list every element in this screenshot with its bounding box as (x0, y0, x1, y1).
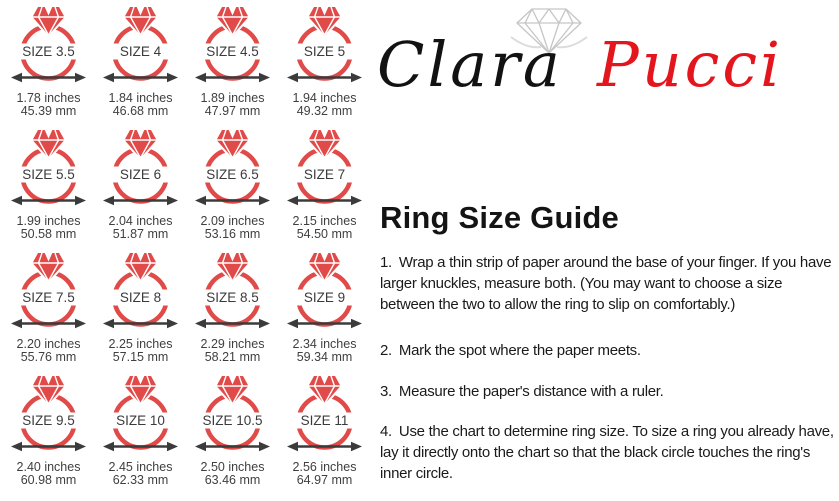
ring-size-label: SIZE 8.5 (206, 290, 259, 305)
ring-size-cell (3, 252, 94, 364)
diameter-arrow-icon (11, 196, 86, 205)
diameter-arrow-icon (287, 196, 362, 205)
mm-value: 51.87 mm (112, 227, 169, 241)
inches-value: 2.45 inches (108, 460, 173, 474)
ring-measurements (17, 92, 81, 118)
inches-value: 1.94 inches (292, 91, 357, 105)
ring-size-cell (279, 129, 370, 241)
ring-icon (3, 375, 94, 457)
ring-icon (279, 129, 370, 211)
ring-size-label: SIZE 4.5 (206, 44, 259, 59)
ring-size-label: SIZE 3.5 (22, 44, 75, 59)
ring-icon (95, 6, 186, 88)
ring-size-cell (279, 252, 370, 364)
step-number: 4. (380, 423, 392, 440)
guide-step-3 (380, 381, 835, 402)
ring-icon (187, 375, 278, 457)
mm-value: 47.97 mm (204, 104, 261, 118)
ring-icon (187, 6, 278, 88)
brand-logo (375, 4, 835, 104)
ring-size-cell (187, 375, 278, 487)
ring-measurements (293, 461, 357, 487)
ring-size-label: SIZE 6 (119, 167, 162, 182)
ring-size-cell (3, 129, 94, 241)
brand-name-first: Clara (377, 28, 563, 101)
inches-value: 2.04 inches (108, 214, 173, 228)
inches-value: 2.25 inches (108, 337, 173, 351)
mm-value: 49.32 mm (296, 104, 353, 118)
inches-value: 1.78 inches (16, 91, 81, 105)
mm-value: 59.34 mm (296, 350, 353, 364)
ring-icon (279, 375, 370, 457)
ring-size-cell (95, 375, 186, 487)
ring-icon (187, 129, 278, 211)
diameter-arrow-icon (103, 442, 178, 451)
guide-step-4 (380, 421, 835, 484)
diameter-arrow-icon (195, 319, 270, 328)
mm-value: 50.58 mm (20, 227, 77, 241)
ring-measurements (17, 215, 81, 241)
step-number: 3. (380, 383, 392, 400)
ring-measurements (17, 338, 81, 364)
ring-icon (3, 6, 94, 88)
ring-size-label: SIZE 8 (119, 290, 162, 305)
guide-title: Ring Size Guide (380, 200, 619, 235)
ring-size-label: SIZE 11 (300, 413, 349, 428)
inches-value: 2.34 inches (292, 337, 357, 351)
inches-value: 1.89 inches (200, 91, 265, 105)
mm-value: 46.68 mm (112, 104, 169, 118)
mm-value: 55.76 mm (20, 350, 77, 364)
ring-size-cell (3, 375, 94, 487)
ring-size-cell (187, 129, 278, 241)
diameter-arrow-icon (287, 73, 362, 82)
step-text: Measure the paper's distance with a ruler. (398, 383, 664, 400)
inches-value: 2.40 inches (16, 460, 81, 474)
inches-value: 2.50 inches (200, 460, 265, 474)
ring-icon (95, 375, 186, 457)
step-text: Wrap a thin strip of paper around the base of your finger. If you have larger knuckles, measure both. (You may want to choose a size between the two to allow the ring to slip on comfortably.) (380, 254, 832, 313)
diameter-arrow-icon (195, 442, 270, 451)
ring-grid (3, 6, 370, 487)
ring-size-cell (95, 252, 186, 364)
mm-value: 54.50 mm (296, 227, 353, 241)
ring-size-label: SIZE 7.5 (22, 290, 75, 305)
ring-icon (3, 252, 94, 334)
ring-icon (95, 129, 186, 211)
ring-measurements (109, 215, 173, 241)
guide-step-1 (380, 252, 835, 315)
ring-measurements (293, 92, 357, 118)
mm-value: 45.39 mm (20, 104, 77, 118)
ring-size-cell (3, 6, 94, 118)
diameter-arrow-icon (287, 442, 362, 451)
ring-measurements (201, 215, 265, 241)
ring-size-cell (279, 6, 370, 118)
mm-value: 62.33 mm (112, 473, 169, 487)
mm-value: 57.15 mm (112, 350, 169, 364)
ring-size-label: SIZE 9 (303, 290, 346, 305)
ring-size-label: SIZE 5 (303, 44, 346, 59)
ring-size-cell (187, 6, 278, 118)
ring-size-label: SIZE 6.5 (206, 167, 259, 182)
ring-size-label: SIZE 9.5 (22, 413, 75, 428)
step-text: Use the chart to determine ring size. To size a ring you already have, lay it directly onto the chart so that the black circle touches the ring's inner circle. (380, 423, 834, 482)
ring-size-cell (279, 375, 370, 487)
diameter-arrow-icon (11, 442, 86, 451)
inches-value: 2.56 inches (292, 460, 357, 474)
inches-value: 1.99 inches (16, 214, 81, 228)
diameter-arrow-icon (103, 196, 178, 205)
inches-value: 2.09 inches (200, 214, 265, 228)
mm-value: 64.97 mm (296, 473, 353, 487)
mm-value: 63.46 mm (204, 473, 261, 487)
diameter-arrow-icon (103, 73, 178, 82)
diameter-arrow-icon (195, 196, 270, 205)
ring-icon (95, 252, 186, 334)
diameter-arrow-icon (11, 319, 86, 328)
ring-icon (187, 252, 278, 334)
ring-measurements (109, 338, 173, 364)
ring-size-cell (95, 129, 186, 241)
diameter-arrow-icon (11, 73, 86, 82)
ring-measurements (293, 215, 357, 241)
ring-icon (3, 129, 94, 211)
ring-icon (279, 6, 370, 88)
ring-measurements (109, 461, 173, 487)
mm-value: 53.16 mm (204, 227, 261, 241)
diameter-arrow-icon (195, 73, 270, 82)
ring-measurements (293, 338, 357, 364)
ring-measurements (201, 338, 265, 364)
ring-size-label: SIZE 4 (119, 44, 162, 59)
inches-value: 2.20 inches (16, 337, 81, 351)
ring-size-label: SIZE 5.5 (22, 167, 75, 182)
step-number: 2. (380, 342, 392, 359)
inches-value: 2.29 inches (200, 337, 265, 351)
inches-value: 1.84 inches (108, 91, 173, 105)
ring-size-label: SIZE 10 (116, 413, 165, 428)
ring-measurements (201, 461, 265, 487)
ring-size-cell (95, 6, 186, 118)
ring-measurements (201, 92, 265, 118)
ring-size-label: SIZE 7 (303, 167, 346, 182)
step-number: 1. (380, 254, 392, 271)
diameter-arrow-icon (287, 319, 362, 328)
ring-icon (279, 252, 370, 334)
ring-measurements (109, 92, 173, 118)
ring-size-cell (187, 252, 278, 364)
diameter-arrow-icon (103, 319, 178, 328)
inches-value: 2.15 inches (292, 214, 357, 228)
ring-size-label: SIZE 10.5 (202, 413, 263, 428)
guide-step-2 (380, 340, 835, 361)
brand-name-second: Pucci (597, 28, 783, 101)
ring-measurements (17, 461, 81, 487)
mm-value: 58.21 mm (204, 350, 261, 364)
mm-value: 60.98 mm (20, 473, 77, 487)
step-text: Mark the spot where the paper meets. (398, 342, 641, 359)
